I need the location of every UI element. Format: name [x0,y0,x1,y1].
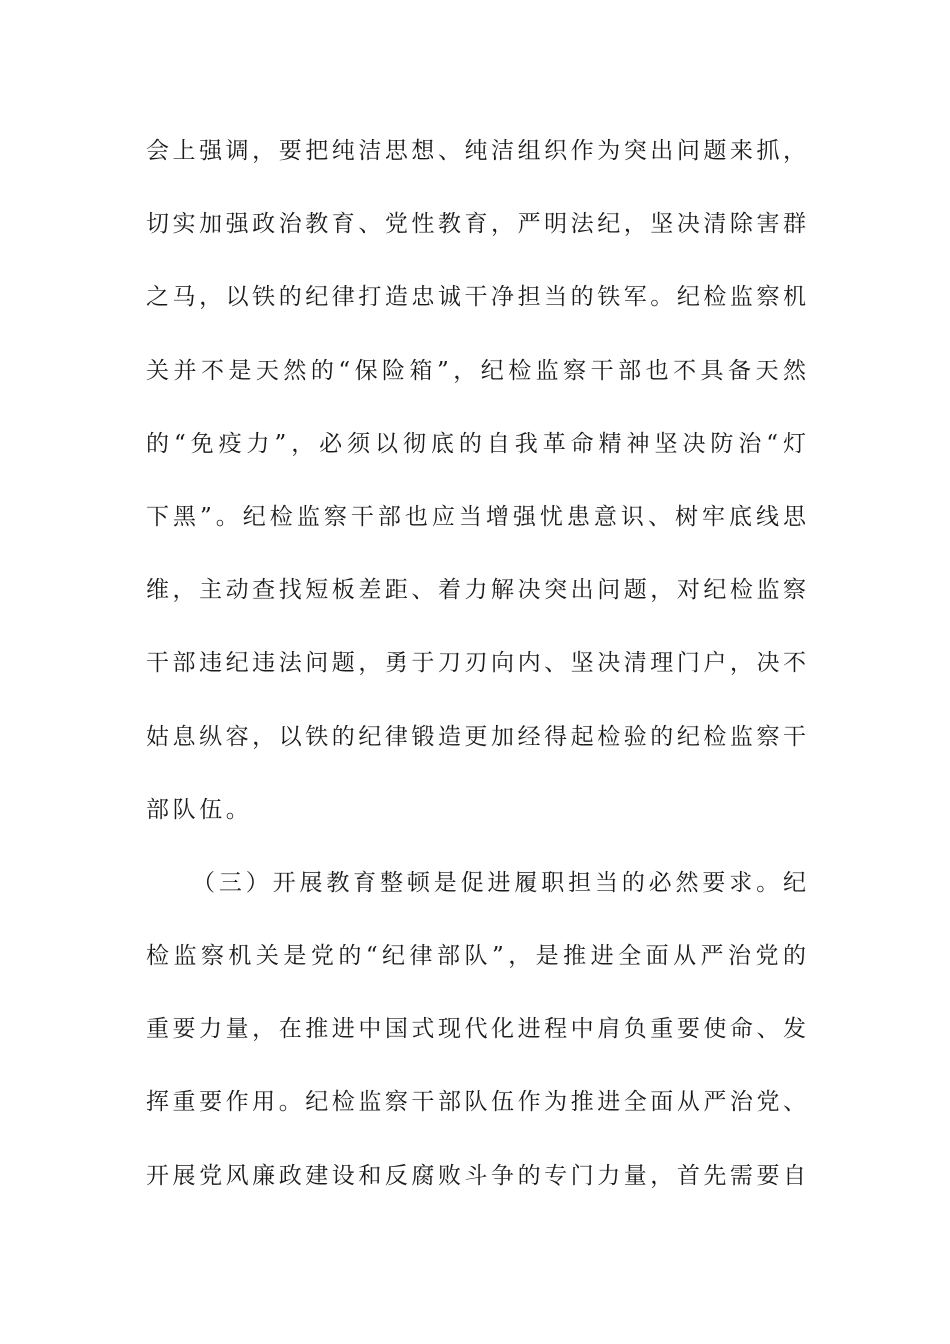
text-line: 之马，以铁的纪律打造忠诚干净担当的铁军。纪检监察机 [146,284,806,311]
text-line-paragraph-end: 部队伍。 [146,796,253,823]
text-line: 检监察机关是党的“纪律部队”，是推进全面从严治党的 [146,943,806,970]
body-text [146,126,806,1224]
text-line: 干部违纪违法问题，勇于刀刃向内、坚决清理门户，决不 [146,650,806,677]
section-heading-line: （三）开展教育整顿是促进履职担当的必然要求。纪 [192,869,806,896]
text-line: 关并不是天然的“保险箱”，纪检监察干部也不具备天然 [146,357,806,384]
text-line: 重要力量，在推进中国式现代化进程中肩负重要使命、发 [146,1016,806,1043]
text-line: 会上强调，要把纯洁思想、纯洁组织作为突出问题来抓， [146,138,806,164]
text-line: 维，主动查找短板差距、着力解决突出问题，对纪检监察 [146,577,806,604]
text-line: 开展党风廉政建设和反腐败斗争的专门力量，首先需要自 [146,1162,806,1189]
text-line: 切实加强政治教育、党性教育，严明法纪，坚决清除害群 [146,211,806,238]
text-line: 姑息纵容，以铁的纪律锻造更加经得起检验的纪检监察干 [146,723,806,750]
text-line: 的“免疫力”，必须以彻底的自我革命精神坚决防治“灯 [146,430,806,457]
text-line: 下黑”。纪检监察干部也应当增强忧患意识、树牢底线思 [146,503,806,530]
text-line: 挥重要作用。纪检监察干部队伍作为推进全面从严治党、 [146,1089,806,1116]
